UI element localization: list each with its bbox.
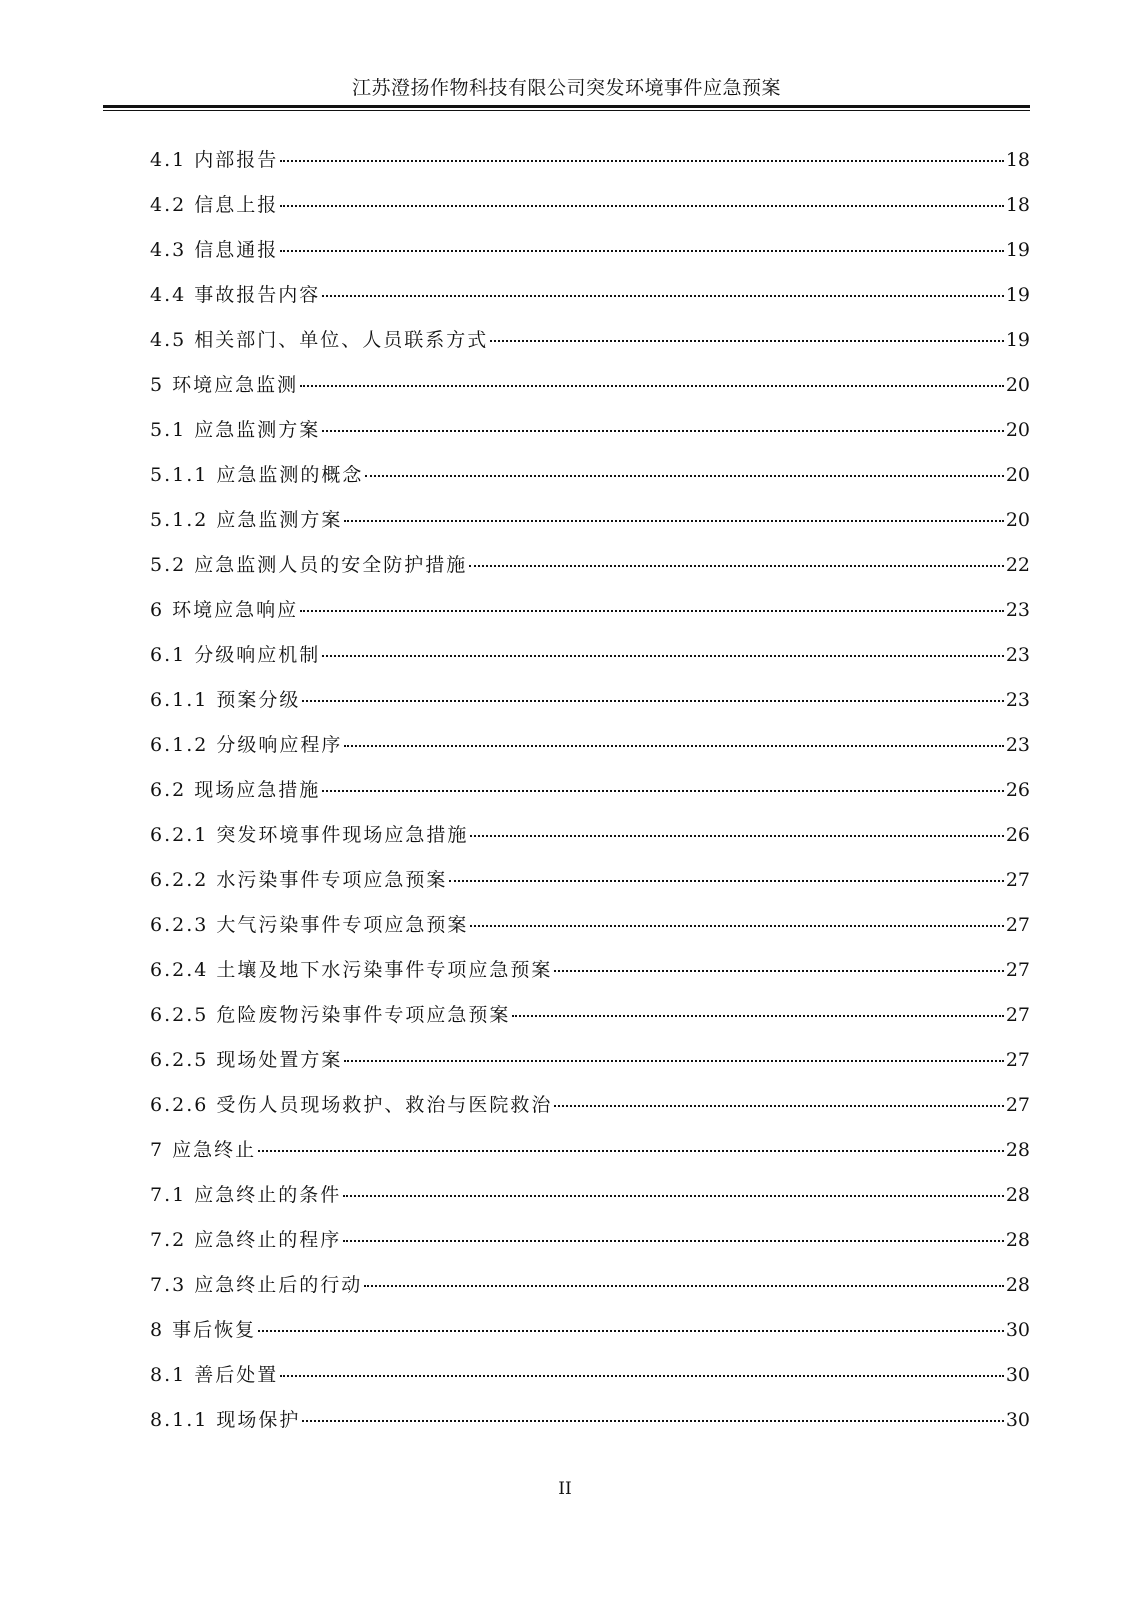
toc-entry-page: 28 bbox=[1005, 1139, 1030, 1161]
toc-entry[interactable] bbox=[150, 318, 1030, 363]
toc-dot-leader bbox=[490, 340, 1004, 342]
toc-entry-page: 19 bbox=[1005, 329, 1030, 351]
toc-entry[interactable] bbox=[150, 903, 1030, 948]
toc-entry[interactable] bbox=[150, 408, 1030, 453]
toc-entry-page: 27 bbox=[1005, 914, 1030, 936]
toc-entry[interactable] bbox=[150, 363, 1030, 408]
toc-entry[interactable] bbox=[150, 948, 1030, 993]
toc-entry-title: 7.2 应急终止的程序 bbox=[150, 1229, 342, 1251]
page-header-title: 江苏澄扬作物科技有限公司突发环境事件应急预案 bbox=[351, 77, 781, 99]
toc-entry-title: 6.1.2 分级响应程序 bbox=[150, 734, 343, 756]
toc-entry-page: 26 bbox=[1005, 779, 1030, 801]
toc-entry[interactable] bbox=[150, 768, 1030, 813]
toc-entry-page: 27 bbox=[1005, 1049, 1030, 1071]
toc-entry-title: 6.1.1 预案分级 bbox=[150, 689, 301, 711]
toc-entry-title: 8 事后恢复 bbox=[150, 1319, 257, 1341]
toc-entry-title: 8.1.1 现场保护 bbox=[150, 1409, 301, 1431]
toc-entry-page: 20 bbox=[1005, 374, 1030, 396]
toc-dot-leader bbox=[322, 430, 1004, 432]
toc-dot-leader bbox=[300, 385, 1004, 387]
toc-entry-title: 7.3 应急终止后的行动 bbox=[150, 1274, 363, 1296]
toc-entry[interactable] bbox=[150, 543, 1030, 588]
toc-entry-page: 26 bbox=[1005, 824, 1030, 846]
toc-dot-leader bbox=[322, 295, 1004, 297]
toc-entry[interactable] bbox=[150, 1038, 1030, 1083]
toc-entry-page: 20 bbox=[1005, 509, 1030, 531]
toc-entry[interactable] bbox=[150, 813, 1030, 858]
toc-entry-title: 6.2.4 土壤及地下水污染事件专项应急预案 bbox=[150, 959, 553, 981]
toc-entry-title: 5.2 应急监测人员的安全防护措施 bbox=[150, 554, 468, 576]
toc-entry-title: 6.1 分级响应机制 bbox=[150, 644, 321, 666]
toc-dot-leader bbox=[280, 1375, 1004, 1377]
toc-dot-leader bbox=[343, 1195, 1004, 1197]
toc-dot-leader bbox=[512, 1015, 1003, 1017]
toc-entry-title: 4.2 信息上报 bbox=[150, 194, 279, 216]
toc-entry-page: 27 bbox=[1005, 869, 1030, 891]
toc-dot-leader bbox=[280, 205, 1004, 207]
toc-dot-leader bbox=[365, 475, 1003, 477]
toc-entry[interactable] bbox=[150, 1398, 1030, 1443]
toc-dot-leader bbox=[258, 1150, 1004, 1152]
toc-entry[interactable] bbox=[150, 1173, 1030, 1218]
toc-entry-page: 27 bbox=[1005, 1094, 1030, 1116]
toc-entry-title: 5.1 应急监测方案 bbox=[150, 419, 321, 441]
toc-dot-leader bbox=[344, 745, 1003, 747]
toc-entry-title: 5.1.1 应急监测的概念 bbox=[150, 464, 364, 486]
toc-entry-page: 20 bbox=[1005, 464, 1030, 486]
toc-dot-leader bbox=[302, 1420, 1003, 1422]
toc-entry-page: 28 bbox=[1005, 1184, 1030, 1206]
toc-entry-title: 6.2.2 水污染事件专项应急预案 bbox=[150, 869, 448, 891]
toc-entry-title: 6.2.3 大气污染事件专项应急预案 bbox=[150, 914, 469, 936]
toc-entry[interactable] bbox=[150, 1218, 1030, 1263]
toc-entry[interactable] bbox=[150, 858, 1030, 903]
toc-entry[interactable] bbox=[150, 993, 1030, 1038]
toc-entry-title: 6.2 现场应急措施 bbox=[150, 779, 321, 801]
toc-entry-title: 6.2.5 危险废物污染事件专项应急预案 bbox=[150, 1004, 511, 1026]
toc-dot-leader bbox=[469, 565, 1004, 567]
toc-entry-page: 28 bbox=[1005, 1229, 1030, 1251]
toc-entry[interactable] bbox=[150, 138, 1030, 183]
toc-entry[interactable] bbox=[150, 678, 1030, 723]
toc-entry-title: 4.3 信息通报 bbox=[150, 239, 279, 261]
toc-dot-leader bbox=[302, 700, 1003, 702]
toc-entry-page: 23 bbox=[1005, 644, 1030, 666]
toc-entry-title: 7.1 应急终止的条件 bbox=[150, 1184, 342, 1206]
toc-dot-leader bbox=[300, 610, 1004, 612]
toc-dot-leader bbox=[449, 880, 1003, 882]
toc-entry-title: 5.1.2 应急监测方案 bbox=[150, 509, 343, 531]
toc-entry[interactable] bbox=[150, 723, 1030, 768]
toc-dot-leader bbox=[258, 1330, 1004, 1332]
toc-entry[interactable] bbox=[150, 1083, 1030, 1128]
toc-entry-page: 30 bbox=[1005, 1409, 1030, 1431]
toc-entry-page: 27 bbox=[1005, 1004, 1030, 1026]
toc-dot-leader bbox=[280, 160, 1004, 162]
toc-entry[interactable] bbox=[150, 273, 1030, 318]
toc-entry-page: 18 bbox=[1005, 194, 1030, 216]
toc-entry[interactable] bbox=[150, 1308, 1030, 1353]
toc-entry-page: 18 bbox=[1005, 149, 1030, 171]
toc-entry-title: 4.4 事故报告内容 bbox=[150, 284, 321, 306]
toc-entry-title: 4.1 内部报告 bbox=[150, 149, 279, 171]
toc-entry-title: 5 环境应急监测 bbox=[150, 374, 299, 396]
toc-entry[interactable] bbox=[150, 1263, 1030, 1308]
toc-entry-page: 23 bbox=[1005, 599, 1030, 621]
toc-dot-leader bbox=[470, 835, 1003, 837]
toc-entry-title: 6.2.1 突发环境事件现场应急措施 bbox=[150, 824, 469, 846]
toc-dot-leader bbox=[280, 250, 1004, 252]
toc-entry[interactable] bbox=[150, 1353, 1030, 1398]
toc-entry-page: 19 bbox=[1005, 239, 1030, 261]
toc-entry-title: 6.2.6 受伤人员现场救护、救治与医院救治 bbox=[150, 1094, 553, 1116]
toc-dot-leader bbox=[344, 520, 1003, 522]
toc-dot-leader bbox=[364, 1285, 1004, 1287]
table-of-contents bbox=[150, 138, 1030, 1443]
header-rule-thick bbox=[103, 105, 1030, 108]
toc-dot-leader bbox=[343, 1240, 1004, 1242]
toc-entry-title: 8.1 善后处置 bbox=[150, 1364, 279, 1386]
toc-entry-page: 23 bbox=[1005, 734, 1030, 756]
toc-entry-page: 27 bbox=[1005, 959, 1030, 981]
toc-dot-leader bbox=[554, 1105, 1003, 1107]
page-number: II bbox=[558, 1479, 572, 1499]
toc-entry-page: 20 bbox=[1005, 419, 1030, 441]
toc-entry[interactable] bbox=[150, 498, 1030, 543]
toc-entry-page: 23 bbox=[1005, 689, 1030, 711]
toc-entry-page: 22 bbox=[1005, 554, 1030, 576]
header-rule-thin bbox=[103, 110, 1030, 111]
toc-entry-page: 30 bbox=[1005, 1364, 1030, 1386]
toc-dot-leader bbox=[470, 925, 1003, 927]
toc-dot-leader bbox=[344, 1060, 1003, 1062]
toc-entry[interactable] bbox=[150, 633, 1030, 678]
toc-entry[interactable] bbox=[150, 228, 1030, 273]
toc-entry-title: 6.2.5 现场处置方案 bbox=[150, 1049, 343, 1071]
toc-entry-title: 7 应急终止 bbox=[150, 1139, 257, 1161]
toc-entry-page: 19 bbox=[1005, 284, 1030, 306]
toc-dot-leader bbox=[322, 655, 1004, 657]
toc-entry-page: 28 bbox=[1005, 1274, 1030, 1296]
toc-entry-title: 4.5 相关部门、单位、人员联系方式 bbox=[150, 329, 489, 351]
toc-entry[interactable] bbox=[150, 453, 1030, 498]
toc-dot-leader bbox=[322, 790, 1004, 792]
toc-entry[interactable] bbox=[150, 183, 1030, 228]
toc-entry-title: 6 环境应急响应 bbox=[150, 599, 299, 621]
toc-dot-leader bbox=[554, 970, 1003, 972]
toc-entry[interactable] bbox=[150, 1128, 1030, 1173]
toc-entry-page: 30 bbox=[1005, 1319, 1030, 1341]
toc-entry[interactable] bbox=[150, 588, 1030, 633]
